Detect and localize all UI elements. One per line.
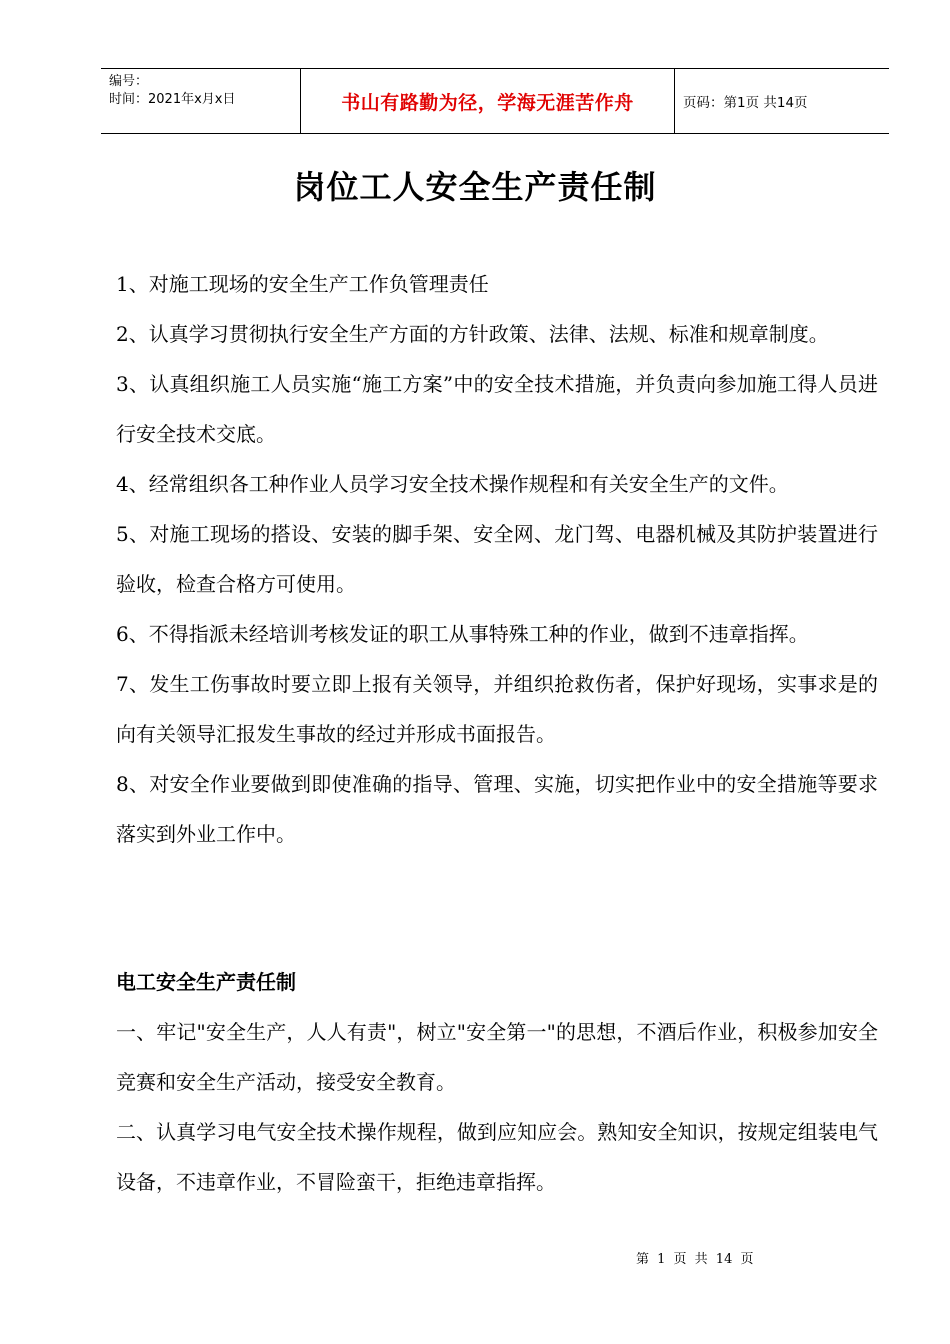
page-info-text: 页码：第1页 共14页 [683,95,808,111]
list-item: 5、对施工现场的搭设、安装的脚手架、安全网、龙门驾、电器机械及其防护装置进行验收，检查合格方可使用。 [116,522,878,596]
page-footer: 第 1 页 共 14 页 [636,1252,754,1267]
number-label: 编号： [109,74,149,89]
header-page-info [675,69,889,133]
list-item: 2、认真学习贯彻执行安全生产方面的方针政策、法律、法规、标准和规章制度。 [116,322,829,346]
list-item: 7、发生工伤事故时要立即上报有关领导，并组织抢救伤者，保护好现场，实事求是的向有关领导汇报发生事故的经过并形成书面报告。 [116,672,878,746]
responsibility-list [116,259,878,859]
page-header [101,68,889,134]
document-title: 岗位工人安全生产责任制 [293,168,657,206]
electrician-list [116,1007,878,1207]
motto-text: 书山有路勤为径，学海无涯苦作舟 [341,91,634,114]
list-item: 3、认真组织施工人员实施“施工方案”中的安全技术措施，并负责向参加施工得人员进行安全技术交底。 [116,372,878,446]
header-motto-cell [301,69,675,133]
list-item: 6、不得指派未经培训考核发证的职工从事特殊工种的作业，做到不违章指挥。 [116,622,809,646]
list-item: 一、牢记"安全生产，人人有责"，树立"安全第一"的思想，不酒后作业，积极参加安全竞赛和安全生产活动，接受安全教育。 [116,1020,878,1094]
list-item: 1、对施工现场的安全生产工作负管理责任 [116,272,489,296]
header-meta [101,69,301,133]
list-item: 8、对安全作业要做到即使准确的指导、管理、实施，切实把作业中的安全措施等要求落实到外业工作中。 [116,772,878,846]
section-heading: 电工安全生产责任制 [116,970,296,994]
list-item: 4、经常组织各工种作业人员学习安全技术操作规程和有关安全生产的文件。 [116,472,789,496]
time-label: 时间：2021年x月x日 [109,92,236,107]
list-item: 二、认真学习电气安全技术操作规程，做到应知应会。熟知安全知识，按规定组装电气设备，不违章作业，不冒险蛮干，拒绝违章指挥。 [116,1120,878,1194]
